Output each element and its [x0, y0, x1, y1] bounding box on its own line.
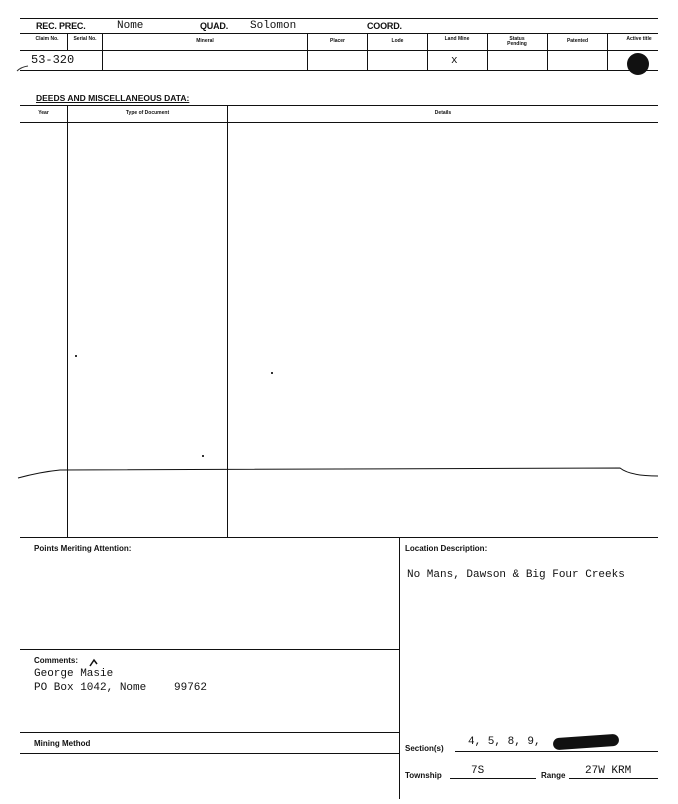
col-mineral: Mineral [196, 38, 214, 44]
pen-mark-icon [88, 658, 100, 668]
rec-prec-label: REC. PREC. [36, 21, 86, 31]
claim-no-value: 53-320 [31, 53, 75, 67]
quad-label: QUAD. [200, 21, 228, 31]
col-year: Year [38, 110, 49, 116]
section-value: 4, 5, 8, 9, [468, 736, 541, 748]
col-active-title: Active title [626, 36, 652, 42]
coord-label: COORD. [367, 21, 402, 31]
col-type-of-document: Type of Document [125, 110, 170, 116]
col-land-mine: Land Mine [444, 36, 470, 42]
range-label: Range [541, 771, 566, 780]
redaction-scribble [553, 734, 620, 751]
col-status-pending: Status Pending [507, 36, 527, 47]
township-label: Township [405, 771, 442, 780]
location-label: Location Description: [405, 544, 488, 553]
points-meriting-label: Points Meriting Attention: [34, 544, 132, 553]
land-mine-mark: x [451, 55, 458, 67]
col-placer: Placer [329, 38, 345, 44]
rec-prec-value: Nome [117, 20, 144, 32]
comments-line1: George Masie [34, 668, 114, 680]
fold-line [0, 460, 678, 490]
range-value: 27W KRM [585, 765, 632, 777]
location-value: No Mans, Dawson & Big Four Creeks [407, 569, 625, 581]
active-title-dot-icon [627, 53, 649, 75]
corner-tick-icon [16, 62, 30, 74]
mining-method-label: Mining Method [34, 739, 91, 748]
deeds-section-title: DEEDS AND MISCELLANEOUS DATA: [36, 93, 190, 103]
comments-line2: PO Box 1042, Nome [34, 682, 147, 694]
section-label: Section(s) [405, 744, 444, 753]
township-value: 7S [471, 765, 485, 777]
col-serial-no: Serial No. [73, 36, 97, 42]
col-details: Details [434, 110, 452, 116]
col-patented: Patented [566, 38, 589, 44]
comments-zip: 99762 [174, 682, 208, 694]
col-lode: Lode [391, 38, 404, 44]
quad-value: Solomon [250, 20, 297, 32]
comments-label: Comments: [34, 656, 79, 665]
col-claim-no: Claim No. [35, 36, 59, 42]
